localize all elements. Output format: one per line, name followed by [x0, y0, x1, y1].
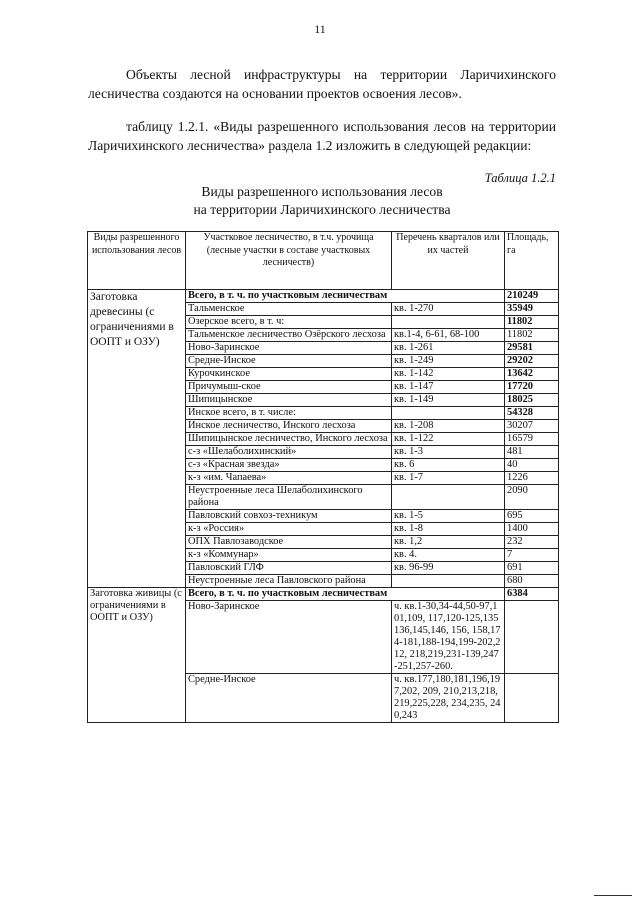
area-cell: 29581	[505, 342, 559, 355]
forestry-cell: Тальменское	[186, 303, 392, 316]
area-cell: 29202	[505, 355, 559, 368]
forestry-cell: Шипицынское	[186, 394, 392, 407]
quarters-cell	[392, 575, 505, 588]
area-cell: 2090	[505, 485, 559, 510]
quarters-cell: кв. 1-147	[392, 381, 505, 394]
area-cell: 1226	[505, 472, 559, 485]
area-cell	[505, 601, 559, 674]
quarters-cell: кв. 1-270	[392, 303, 505, 316]
area-cell: 680	[505, 575, 559, 588]
table-title	[88, 183, 556, 219]
quarters-cell	[392, 316, 505, 329]
area-cell: 7	[505, 549, 559, 562]
area-cell: 16579	[505, 433, 559, 446]
forestry-cell: Неустроенные леса Шелаболихинского района	[186, 485, 392, 510]
quarters-cell: кв. 1-7	[392, 472, 505, 485]
quarters-cell: ч. кв.1-30,34-44,50-97,101,109, 117,120-125,135136,145,146, 156, 158,174-181,188-194,199-202,212, 218,219,231-139,247-251,257-260.	[392, 601, 505, 674]
area-cell: 11802	[505, 329, 559, 342]
forestry-cell: Озерское всего, в т. ч:	[186, 316, 392, 329]
area-cell: 232	[505, 536, 559, 549]
quarters-cell: кв.1-4, 6-61, 68-100	[392, 329, 505, 342]
quarters-cell: кв. 1-149	[392, 394, 505, 407]
corner-mark	[594, 895, 632, 896]
quarters-cell: кв. 1-8	[392, 523, 505, 536]
group1-total-row	[88, 290, 559, 303]
forestry-cell: к-з «им. Чапаева»	[186, 472, 392, 485]
area-cell: 11802	[505, 316, 559, 329]
group2-total-label: Всего, в т. ч. по участковым лесничествам	[186, 588, 505, 601]
quarters-cell: ч. кв.177,180,181,196,197,202, 209, 210,213,218,219,225,228, 234,235, 240,243	[392, 674, 505, 723]
area-cell: 695	[505, 510, 559, 523]
forestry-cell: с-з «Шелаболихинский»	[186, 446, 392, 459]
table-caption: Таблица 1.2.1	[484, 171, 556, 185]
table-title-line2: на территории Ларичихинского лесничества	[193, 202, 451, 217]
header-use-type: Виды разрешенного использования лесов	[88, 232, 186, 290]
forestry-cell: Павловский совхоз-техникум	[186, 510, 392, 523]
forestry-cell: к-з «Россия»	[186, 523, 392, 536]
forestry-cell: Ново-Заринское	[186, 342, 392, 355]
area-cell: 481	[505, 446, 559, 459]
group2-total-row	[88, 588, 559, 601]
forest-use-table	[87, 231, 559, 723]
quarters-cell	[392, 407, 505, 420]
quarters-cell: кв. 1-142	[392, 368, 505, 381]
forestry-cell: Инское лесничество, Инского лесхоза	[186, 420, 392, 433]
area-cell: 40	[505, 459, 559, 472]
group1-use-type: Заготовка древесины (с ограничениями в ООПТ и ОЗУ)	[88, 290, 186, 588]
quarters-cell: кв. 1-5	[392, 510, 505, 523]
forestry-cell: Тальменское лесничество Озёрского лесхоза	[186, 329, 392, 342]
forestry-cell: Средне-Инское	[186, 355, 392, 368]
forestry-cell: Причумыш-ское	[186, 381, 392, 394]
area-cell: 35949	[505, 303, 559, 316]
quarters-cell: кв. 1-208	[392, 420, 505, 433]
header-area: Площадь, га	[505, 232, 559, 290]
paragraph-infrastructure: Объекты лесной инфраструктуры на территории Ларичихинского лесничества создаются на основании проектов освоения лесов».	[88, 67, 556, 101]
group1-total-area: 210249	[505, 290, 559, 303]
paragraph-table-instruction: таблицу 1.2.1. «Виды разрешенного использования лесов на территории Ларичихинского лесничества» раздела 1.2 изложить в следующей редакции:	[88, 119, 556, 153]
page-number: 11	[314, 22, 326, 36]
forestry-cell: к-з «Коммунар»	[186, 549, 392, 562]
forestry-cell: ОПХ Павлозаводское	[186, 536, 392, 549]
forestry-cell: Ново-Заринское	[186, 601, 392, 674]
quarters-cell: кв. 1-261	[392, 342, 505, 355]
forestry-cell: Шипицынское лесничество, Инского лесхоза	[186, 433, 392, 446]
group2-total-area: 6384	[505, 588, 559, 601]
group1-total-label: Всего, в т. ч. по участковым лесничествам	[186, 290, 505, 303]
header-forestry: Участковое лесничество, в т.ч. урочища (лесные участки в составе участковых лесничеств)	[186, 232, 392, 290]
table-title-line1: Виды разрешенного использования лесов	[201, 184, 443, 199]
forestry-cell: Средне-Инское	[186, 674, 392, 723]
quarters-cell: кв. 4.	[392, 549, 505, 562]
area-cell: 691	[505, 562, 559, 575]
area-cell: 13642	[505, 368, 559, 381]
forestry-cell: Инское всего, в т. числе:	[186, 407, 392, 420]
quarters-cell: кв. 6	[392, 459, 505, 472]
quarters-cell: кв. 1-122	[392, 433, 505, 446]
forestry-cell: Неустроенные леса Павловского района	[186, 575, 392, 588]
header-quarters: Перечень кварталов или их частей	[392, 232, 505, 290]
forestry-cell: Курочкинское	[186, 368, 392, 381]
area-cell: 1400	[505, 523, 559, 536]
quarters-cell	[392, 485, 505, 510]
quarters-cell: кв. 1,2	[392, 536, 505, 549]
quarters-cell: кв. 96-99	[392, 562, 505, 575]
quarters-cell: кв. 1-3	[392, 446, 505, 459]
forestry-cell: с-з «Красная звезда»	[186, 459, 392, 472]
area-cell: 54328	[505, 407, 559, 420]
quarters-cell: кв. 1-249	[392, 355, 505, 368]
forestry-cell: Павловский ГЛФ	[186, 562, 392, 575]
group2-use-type: Заготовка живицы (с ограничениями в ООПТ и ОЗУ)	[88, 588, 186, 723]
area-cell	[505, 674, 559, 723]
area-cell: 17720	[505, 381, 559, 394]
area-cell: 30207	[505, 420, 559, 433]
table-header-row	[88, 232, 559, 290]
area-cell: 18025	[505, 394, 559, 407]
